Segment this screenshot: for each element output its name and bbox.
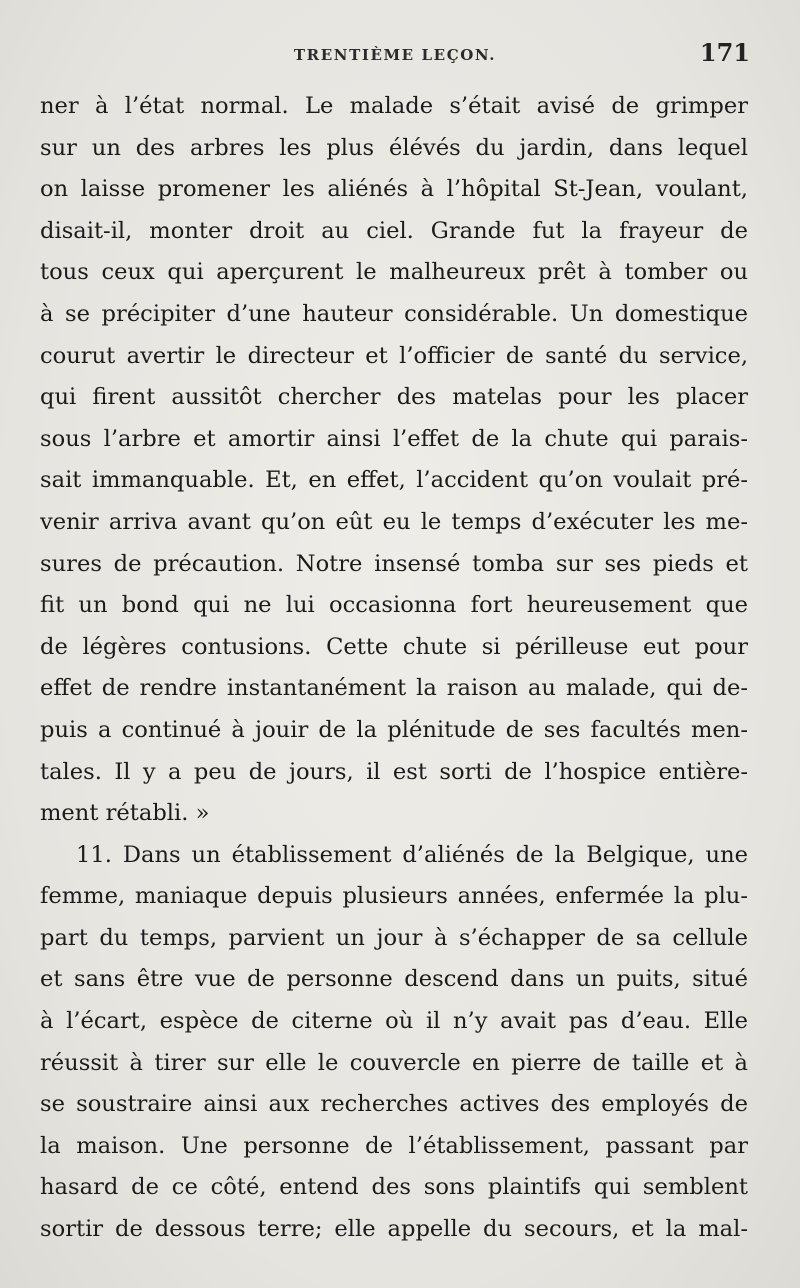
text-line: on laisse promener les aliénés à l’hôpital St-Jean, voulant, xyxy=(40,176,748,203)
text-line: tales. Il y a peu de jours, il est sorti de l’hospice entière- xyxy=(40,758,748,785)
text-line: puis a continué à jouir de la plénitude de ses facultés men- xyxy=(40,716,748,743)
text-line: à l’écart, espèce de citerne où il n’y avait pas d’eau. Elle xyxy=(40,1008,748,1035)
text-line: venir arriva avant qu’on eût eu le temps d’exécuter les me- xyxy=(40,508,748,535)
text-line: fit un bond qui ne lui occasionna fort heureusement que xyxy=(40,592,748,619)
text-line: de légères contusions. Cette chute si périlleuse eut pour xyxy=(40,633,748,660)
text-line: réussit à tirer sur elle le couvercle en pierre de taille et à xyxy=(40,1049,748,1076)
text-line: sures de précaution. Notre insensé tomba sur ses pieds et xyxy=(40,550,748,577)
text-line: qui firent aussitôt chercher des matelas pour les placer xyxy=(40,384,748,411)
text-line-paragraph-start: 11. Dans un établissement d’aliénés de la Belgique, une xyxy=(76,841,748,868)
text-line: femme, maniaque depuis plusieurs années, enfermée la plu- xyxy=(40,883,748,910)
text-line: sur un des arbres les plus élévés du jardin, dans lequel xyxy=(40,134,748,161)
body-text xyxy=(40,86,748,1251)
page-header xyxy=(40,38,750,70)
running-title: TRENTIÈME LEÇON. xyxy=(293,46,497,64)
text-line: et sans être vue de personne descend dans un puits, situé xyxy=(40,966,748,993)
text-line: ner à l’état normal. Le malade s’était avisé de grimper xyxy=(40,93,748,119)
text-line: à se précipiter d’une hauteur considérable. Un domestique xyxy=(40,300,748,327)
text-line: sortir de dessous terre; elle appelle du secours, et la mal- xyxy=(40,1216,748,1243)
text-line: se soustraire ainsi aux recherches actives des employés de xyxy=(40,1091,748,1118)
text-line: part du temps, parvient un jour à s’échapper de sa cellule xyxy=(40,924,748,951)
text-line: effet de rendre instantanément la raison au malade, qui de- xyxy=(40,675,748,702)
page-number: 171 xyxy=(699,38,750,67)
text-line: sait immanquable. Et, en effet, l’accident qu’on voulait pré- xyxy=(40,467,748,494)
text-line: hasard de ce côté, entend des sons plaintifs qui semblent xyxy=(40,1174,748,1201)
text-line-paragraph-end: ment rétabli. » xyxy=(40,800,210,827)
text-line: disait-il, monter droit au ciel. Grande fut la frayeur de xyxy=(40,217,748,244)
text-line: la maison. Une personne de l’établissement, passant par xyxy=(40,1132,748,1159)
text-line: tous ceux qui aperçurent le malheureux prêt à tomber ou xyxy=(40,259,748,286)
text-line: courut avertir le directeur et l’officier de santé du service, xyxy=(40,342,748,369)
text-line: sous l’arbre et amortir ainsi l’effet de la chute qui parais- xyxy=(40,425,748,452)
